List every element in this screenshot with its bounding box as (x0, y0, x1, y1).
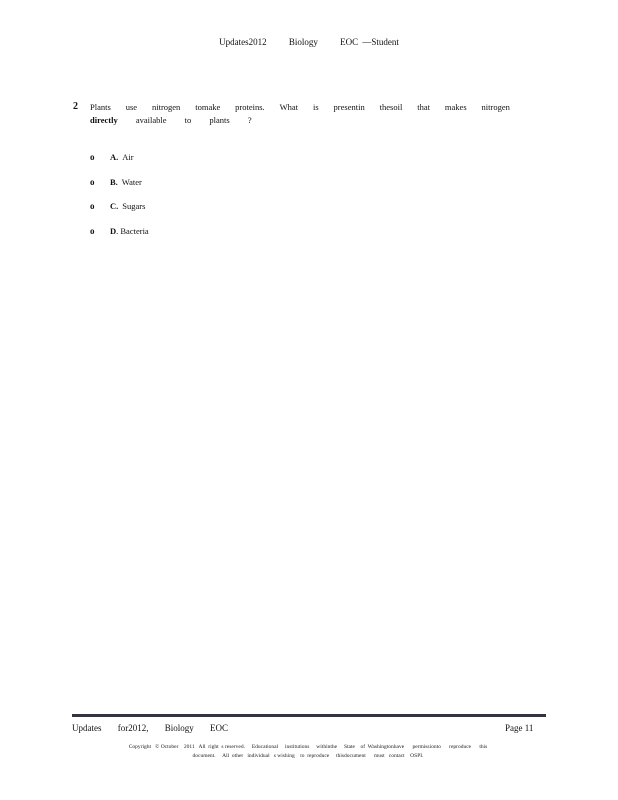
option-letter: D (110, 225, 117, 236)
header-updates: Updates2012 (219, 37, 267, 47)
question-word: What (279, 102, 299, 112)
question-word: that (417, 102, 430, 112)
question-word: to (184, 115, 192, 125)
option-letter: A. (110, 152, 119, 163)
answer-options (90, 145, 149, 243)
option-b[interactable] (90, 170, 149, 195)
question-word: presentin (333, 102, 365, 112)
header-test: EOC —Student (340, 37, 399, 47)
radio-bullet-icon[interactable]: o (90, 201, 95, 212)
question-word: Plants (90, 102, 111, 112)
question-word: plants (209, 115, 230, 125)
option-letter: C. (110, 201, 119, 212)
question-word: tomake (195, 102, 221, 112)
question-emphasis: directly (90, 115, 118, 125)
page-number-value: 11 (524, 723, 534, 733)
radio-bullet-icon[interactable]: o (90, 225, 95, 236)
footer-word: Updates (72, 723, 102, 733)
question-number: 2 (73, 101, 78, 112)
option-d[interactable] (90, 219, 149, 244)
question-word: available (135, 115, 167, 125)
header-subject: Biology (288, 37, 318, 47)
option-text: Sugars (122, 201, 146, 212)
footer-word: Biology (164, 723, 194, 733)
question-line-2 (90, 114, 510, 127)
copyright-line-1: Copyright © October 2011 All right s reserved. Educational institutions withinthe State of Washingtonhave permissionto reproduce this (128, 744, 488, 750)
question-text (90, 101, 510, 127)
option-text: Water (121, 176, 142, 187)
copyright-line-2: document. All other individual s wishing to reproduce thisdocument must contact OSPI. (192, 753, 424, 759)
copyright-notice (88, 743, 528, 761)
footer-word: for2012, (117, 723, 149, 733)
option-letter: B. (110, 176, 118, 187)
question-word: thesoil (379, 102, 403, 112)
option-text: . Bacteria (116, 225, 149, 236)
option-a[interactable] (90, 145, 149, 170)
page-label: Page (505, 723, 523, 733)
question-word: is (312, 102, 319, 112)
option-c[interactable] (90, 194, 149, 219)
radio-bullet-icon[interactable]: o (90, 152, 95, 163)
page-header (0, 37, 618, 47)
question-word: ? (247, 115, 252, 125)
question-word: makes (444, 102, 467, 112)
question-line-1 (90, 101, 510, 114)
footer-word: EOC (210, 723, 229, 733)
question-word: nitrogen (481, 102, 510, 112)
question-word: proteins. (235, 102, 265, 112)
footer-title (72, 723, 242, 733)
question-word: use (125, 102, 138, 112)
footer-divider (72, 714, 546, 717)
question-word: nitrogen (151, 102, 181, 112)
option-text: Air (122, 152, 134, 163)
page-number (505, 723, 533, 733)
radio-bullet-icon[interactable]: o (90, 176, 95, 187)
